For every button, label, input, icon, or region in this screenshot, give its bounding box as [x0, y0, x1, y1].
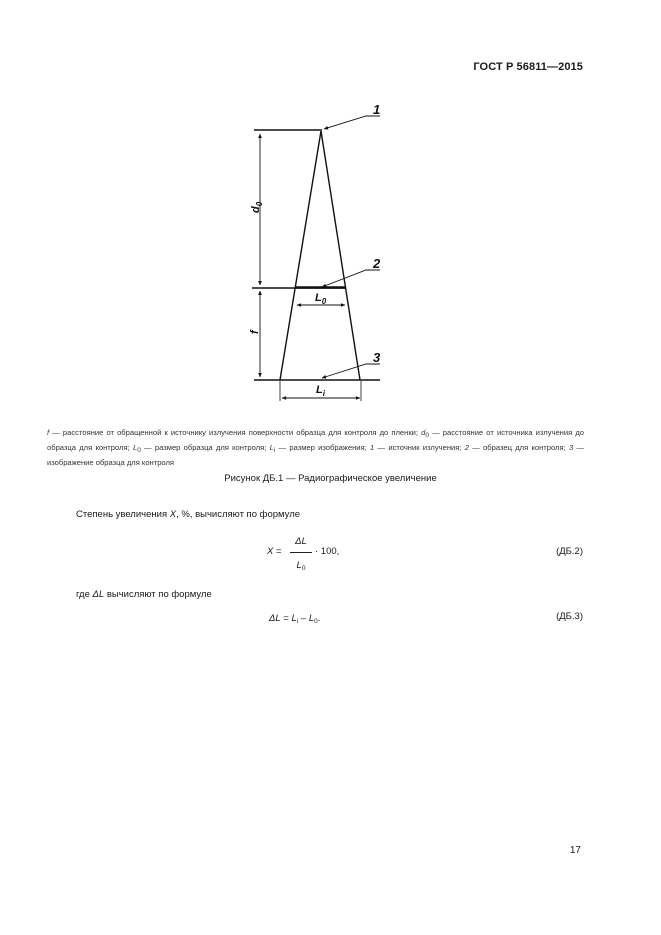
leader-2 — [322, 270, 380, 287]
document-code-header: ГОСТ Р 56811—2015 — [473, 61, 583, 73]
callout-3: 3 — [373, 350, 381, 365]
figure-legend: f — расстояние от обращенной к источнику излучения поверхности образца для контроля до пленки; $d_0$ — расстояние от источника излучения до образца для контроля; $L_0$ — размер образца для контроля; $L_i$ — размер изображения; 1 — источник излучения; 2 — образец для контроля; 3 — изображение образца для контроля — [47, 428, 585, 468]
page-number: 17 — [569, 845, 581, 856]
magnification-figure — [0, 0, 661, 420]
leader-3 — [322, 364, 380, 378]
equation-number-db2: (ДБ.2) — [556, 546, 583, 557]
callout-2: 2 — [373, 256, 381, 271]
paragraph-magnification: Степень увеличения X, %, вычисляют по формуле — [76, 509, 301, 520]
formula-db3: $\Delta L = L_i - L_0$. — [269, 613, 321, 625]
formula-db2: X = ΔL $L_0$ · 100, — [267, 536, 340, 572]
d0-label: $d_0$ — [250, 201, 264, 213]
equation-number-db3: (ДБ.3) — [556, 611, 583, 622]
Li-label: $L_i$ — [316, 384, 325, 398]
paragraph-delta: где ΔL вычисляют по формуле — [76, 589, 212, 600]
leader-1 — [324, 116, 380, 129]
L0-label: $L_0$ — [315, 292, 327, 306]
figure-caption: Рисунок ДБ.1 — Радиографическое увеличение — [224, 473, 437, 484]
beam-right — [321, 131, 360, 380]
f-label: f — [249, 330, 261, 334]
beam-left — [280, 131, 321, 380]
callout-1: 1 — [373, 102, 381, 117]
